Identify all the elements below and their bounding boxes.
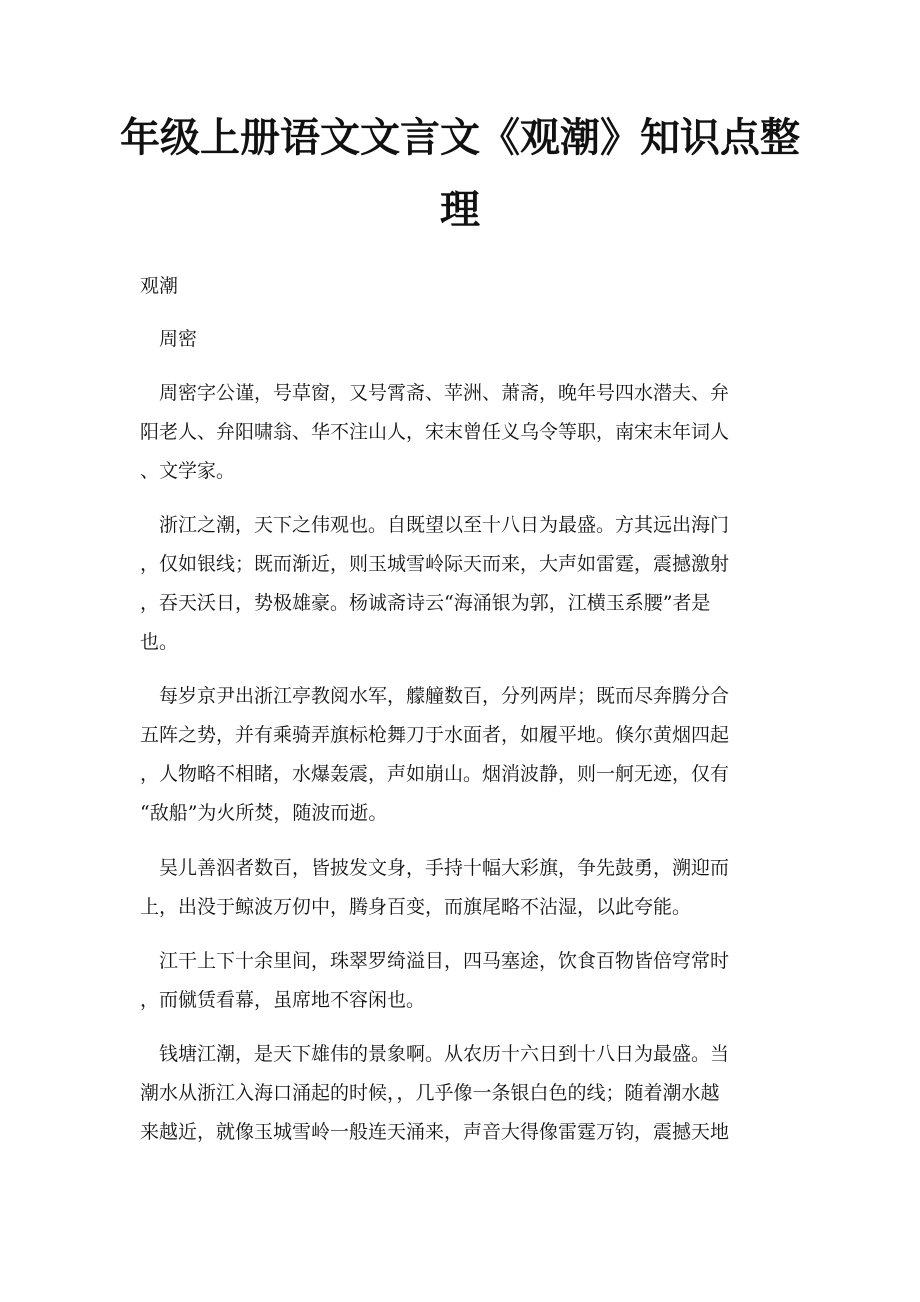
paragraph-line: 来越近，就像玉城雪岭一般连天涌来，声音大得像雷霆万钧，震撼天地 [140,1121,730,1143]
paragraph-line: 周密字公谨，号草窗，又号霄斋、苹洲、萧斋，晚年号四水潜夫、弁 [159,382,730,404]
document-title-line-2: 理 [440,186,480,233]
paragraph-line: 潮水从浙江入海口涌起的时候，，几乎像一条银白色的线；随着潮水越 [140,1082,720,1104]
document-title-line-1: 年级上册语文文言文《观潮》知识点整 [120,114,800,161]
section-heading: 观潮 [140,275,179,297]
paragraph-line: 、文学家。 [140,460,236,482]
paragraph-line: 每岁京尹出浙江亭教阅水军，艨艟数百，分列两岸；既而尽奔腾分合 [159,685,730,707]
paragraph-line: ，吞天沃日，势极雄豪。杨诚斋诗云“海涌银为郭，江横玉系腰”者是 [140,592,711,614]
paragraph-line: ，仅如银线；既而渐近，则玉城雪岭际天而来，大声如雷霆，震撼激射 [140,553,730,575]
paragraph-line: 江干上下十余里间，珠翠罗绮溢目，四马塞途，饮食百物皆倍穹常时 [159,950,730,972]
paragraph-line: 也。 [140,631,179,653]
paragraph-line: 吴儿善泅者数百，皆披发文身，手持十幅大彩旗，争先鼓勇，溯迎而 [159,857,730,879]
paragraph-line: 五阵之势，并有乘骑弄旗标枪舞刀于水面者，如履平地。倏尔黄烟四起 [140,724,730,746]
author-name: 周密 [159,328,198,350]
paragraph-line: “敌船”为火所焚，随波而逝。 [140,802,388,824]
paragraph-line: 浙江之潮，天下之伟观也。自既望以至十八日为最盛。方其远出海门 [159,514,730,536]
paragraph-line: 钱塘江潮，是天下雄伟的景象啊。从农历十六日到十八日为最盛。当 [159,1043,730,1065]
paragraph-line: ，人物略不相睹，水爆轰震，声如崩山。烟消波静，则一舸无迹，仅有 [140,763,730,785]
paragraph-line: 上，出没于鲸波万仞中，腾身百变，而旗尾略不沾湿，以此夸能。 [140,896,692,918]
paragraph-line: ，而僦赁看幕，虽席地不容闲也。 [140,989,426,1011]
paragraph-line: 阳老人、弁阳啸翁、华不注山人，宋末曾任义乌令等职，南宋末年词人 [140,421,730,443]
